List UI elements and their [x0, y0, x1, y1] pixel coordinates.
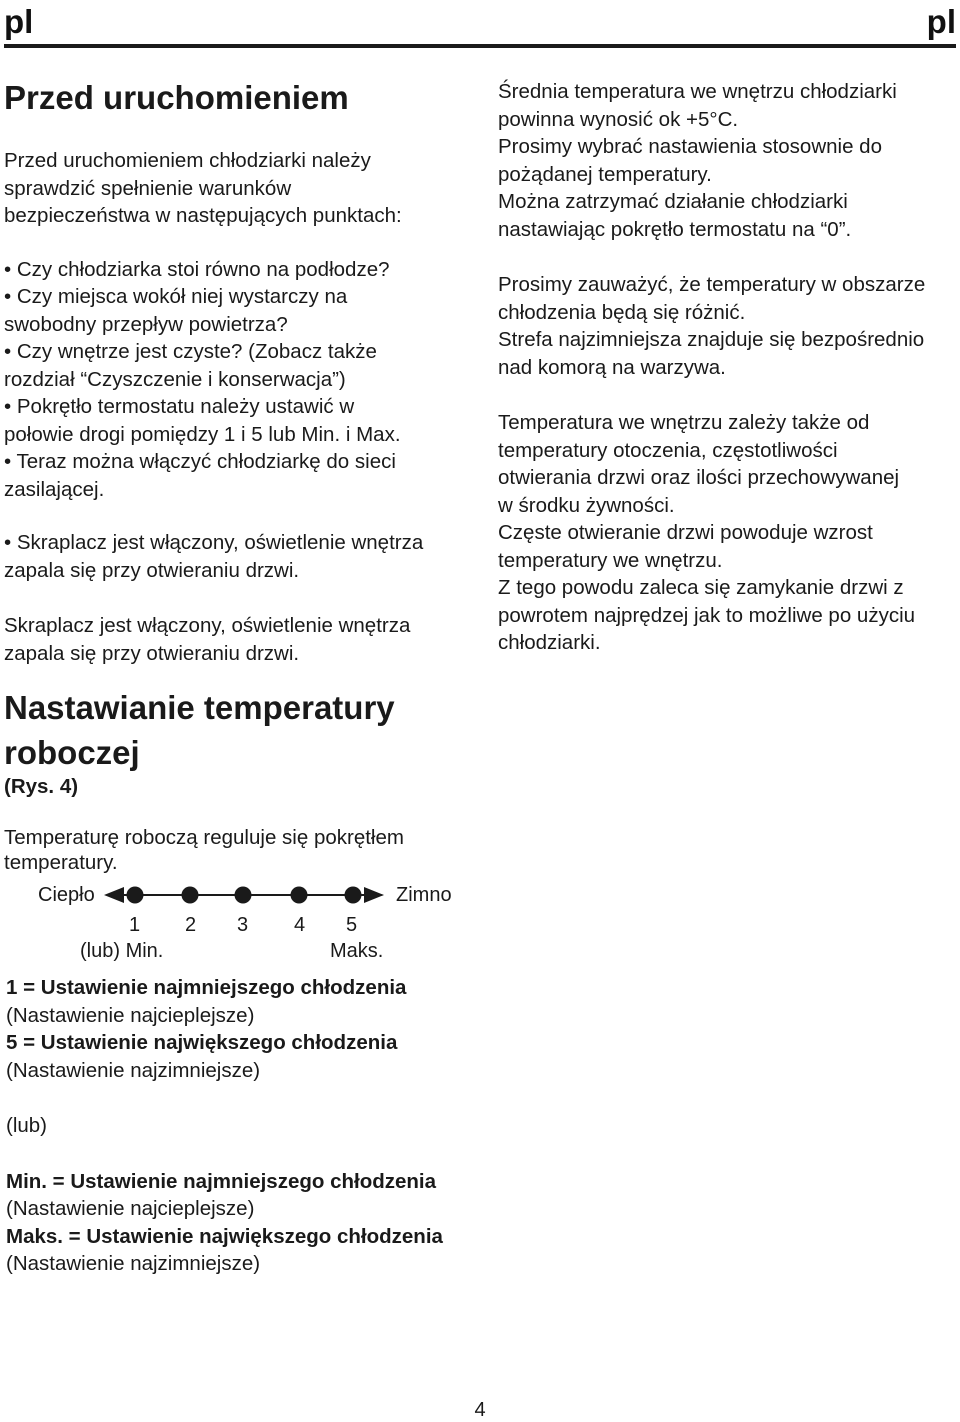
legend2-line: Maks. = Ustawienie największego chłodzenia — [6, 1224, 443, 1248]
interior-temperature-paragraph — [498, 409, 958, 657]
light-note — [4, 612, 474, 667]
page-number: 4 — [474, 1399, 486, 1421]
paragraph-line: Częste otwieranie drzwi powoduje wzrost — [498, 521, 873, 544]
language-code-right: pl — [926, 3, 956, 40]
paragraph-line: Strefa najzimniejsza znajduje się bezpośrednio — [498, 328, 925, 351]
intro-paragraph — [4, 147, 474, 230]
checklist-line: rozdział “Czyszczenie i konserwacja”) — [4, 367, 346, 391]
warm-label: Ciepło — [38, 884, 95, 906]
checklist-line: • Czy wnętrze jest czyste? (Zobacz także — [4, 340, 377, 363]
paragraph-line: Prosimy wybrać nastawienia stosownie do — [498, 135, 882, 158]
checklist-line: • Teraz można włączyć chłodziarkę do sieci — [4, 450, 396, 473]
light-bullet-line: zapala się przy otwieraniu drzwi. — [4, 558, 300, 582]
temperature-intro — [4, 825, 474, 875]
cooling-zone-paragraph — [498, 271, 958, 381]
scale-graphic — [100, 883, 390, 913]
temperature-title-line: Nastawianie temperatury — [4, 689, 395, 726]
paragraph-line: Prosimy zauważyć, że temperatury w obszarze — [498, 273, 926, 296]
legend-line: (Nastawienie najcieplejsze) — [6, 1003, 255, 1027]
arrow-left-icon — [104, 887, 124, 903]
light-note-line: zapala się przy otwieraniu drzwi. — [4, 641, 300, 665]
temperature-title-line: roboczej — [4, 734, 140, 771]
scale-number: 1 — [129, 914, 141, 936]
paragraph-line: Można zatrzymać działanie chłodziarki — [498, 190, 848, 213]
light-bullet-line: • Skraplacz jest włączony, oświetlenie wnętrza — [4, 531, 424, 554]
scale-number: 3 — [237, 914, 249, 936]
light-note-line: Skraplacz jest włączony, oświetlenie wnętrza — [4, 614, 411, 637]
intro-line: sprawdzić spełnienie warunków — [4, 176, 292, 200]
right-column — [498, 78, 958, 657]
checklist-line: • Czy miejsca wokół niej wystarczy na — [4, 285, 348, 308]
legend2-line: (Nastawienie najcieplejsze) — [6, 1197, 255, 1220]
paragraph-line: otwierania drzwi oraz ilości przechowywanej — [498, 466, 900, 489]
average-temperature-paragraph — [498, 78, 958, 243]
legend-line: 1 = Ustawienie najmniejszego chłodzenia — [6, 976, 407, 999]
section-title-before-start: Przed uruchomieniem — [4, 79, 349, 116]
checklist — [4, 256, 474, 504]
paragraph-line: nad komorą na warzywa. — [498, 355, 726, 379]
checklist-line: • Pokrętło termostatu należy ustawić w — [4, 395, 355, 418]
checklist-line: • Czy chłodziarka stoi równo na podłodze? — [4, 257, 390, 281]
paragraph-line: powinna wynosić ok +5°C. — [498, 107, 739, 131]
paragraph-line: chłodziarki. — [498, 631, 601, 654]
scale-dot — [127, 887, 144, 904]
language-code-left: pl — [4, 3, 34, 40]
paragraph-line: w środku żywności. — [498, 493, 675, 517]
thermostat-scale — [0, 875, 480, 965]
setting-legend — [6, 974, 476, 1278]
paragraph-line: Z tego powodu zaleca się zamykanie drzwi z — [498, 576, 904, 599]
paragraph-line: temperatury otoczenia, częstotliwości — [498, 438, 838, 462]
cold-label: Zimno — [396, 884, 452, 906]
arrow-right-icon — [364, 887, 384, 903]
paragraph-line: Temperatura we wnętrzu zależy także od — [498, 411, 870, 434]
paragraph-line: pożądanej temperatury. — [498, 162, 712, 186]
or-text: (lub) — [6, 1114, 48, 1137]
temperature-intro-line: Temperaturę roboczą reguluje się pokrętłem — [4, 826, 404, 849]
paragraph-line: nastawiając pokrętło termostatu na “0”. — [498, 217, 852, 241]
checklist-line: połowie drogi pomiędzy 1 i 5 lub Min. i Max. — [4, 422, 401, 446]
temperature-intro-line: temperatury. — [4, 851, 118, 874]
paragraph-line: chłodzenia będą się różnić. — [498, 300, 746, 324]
legend-line: 5 = Ustawienie największego chłodzenia — [6, 1031, 398, 1054]
paragraph-line: Średnia temperatura we wnętrzu chłodziarki — [498, 80, 897, 103]
light-bullet — [4, 529, 474, 584]
left-column — [4, 76, 474, 875]
scale-number: 2 — [185, 914, 197, 936]
min-label: (lub) Min. — [80, 940, 164, 962]
figure-reference: (Rys. 4) — [4, 775, 79, 798]
scale-dot — [235, 887, 252, 904]
scale-dot — [345, 887, 362, 904]
scale-number: 4 — [294, 914, 306, 936]
checklist-line: swobodny przepływ powietrza? — [4, 312, 288, 336]
max-label: Maks. — [330, 940, 384, 962]
scale-number: 5 — [346, 914, 358, 936]
temperature-section-title — [4, 685, 474, 799]
header-rule — [4, 44, 956, 48]
paragraph-line: powrotem najprędzej jak to możliwe po użyciu — [498, 603, 916, 627]
legend-line: (Nastawienie najzimniejsze) — [6, 1058, 261, 1082]
intro-line: Przed uruchomieniem chłodziarki należy — [4, 149, 371, 172]
scale-dot — [291, 887, 308, 904]
paragraph-line: temperatury we wnętrzu. — [498, 548, 723, 572]
intro-line: bezpieczeństwa w następujących punktach: — [4, 204, 402, 227]
checklist-line: zasilającej. — [4, 477, 105, 501]
legend2-line: (Nastawienie najzimniejsze) — [6, 1252, 261, 1275]
legend2-line: Min. = Ustawienie najmniejszego chłodzenia — [6, 1169, 437, 1193]
scale-dot — [182, 887, 199, 904]
